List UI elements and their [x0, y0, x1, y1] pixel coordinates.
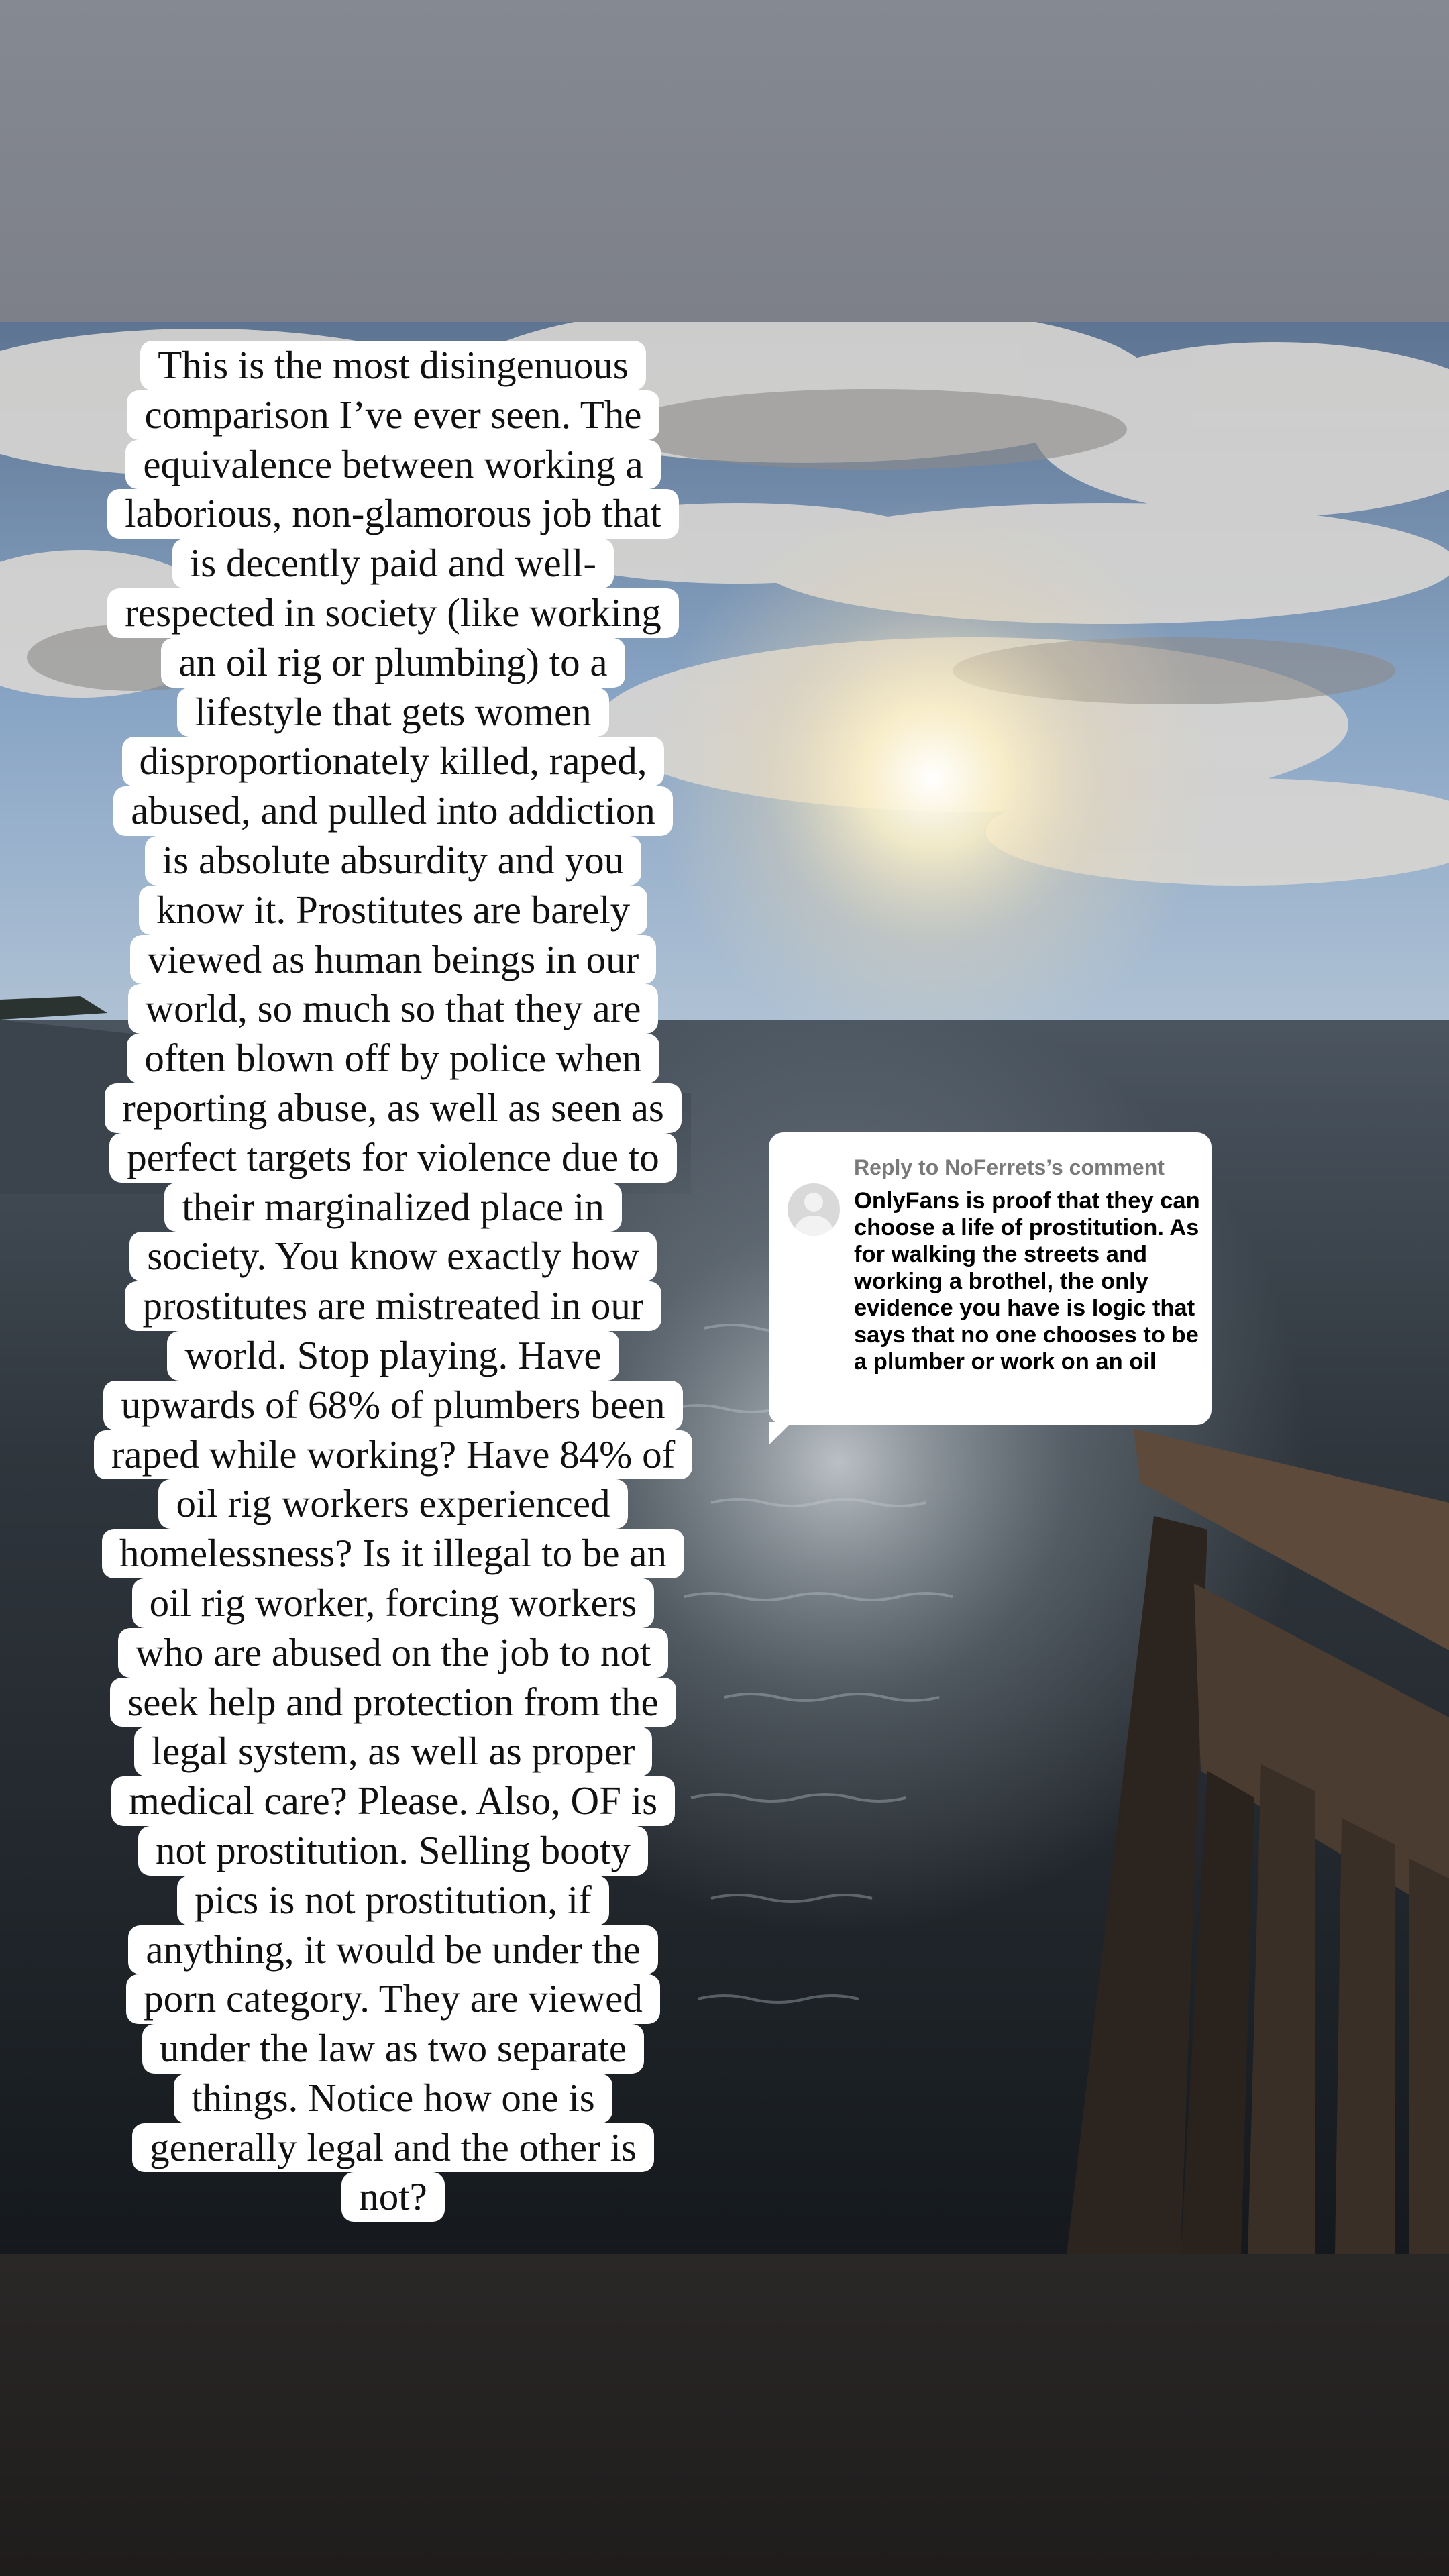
caption-line: [89, 1034, 697, 1083]
caption-line: [89, 341, 697, 390]
caption-line-text: an oil rig or plumbing) to a: [161, 638, 625, 688]
caption-line-text: prostitutes are mistreated in our: [125, 1281, 661, 1331]
caption-line-text: pics is not prostitution, if: [177, 1876, 609, 1925]
caption-line: [89, 1876, 697, 1925]
caption-line-text: laborious, non-glamorous job that: [107, 489, 679, 539]
caption-line-text: viewed as human beings in our: [130, 935, 656, 985]
caption-line-text: comparison I’ve ever seen. The: [127, 390, 659, 440]
story-text-overlay: [89, 341, 697, 2222]
default-avatar-icon: [788, 1183, 840, 1236]
caption-line-text: This is the most disingenuous: [140, 341, 645, 390]
reply-header: Reply to NoFerrets’s comment: [854, 1155, 1165, 1179]
caption-line: [89, 1281, 697, 1331]
reply-comment-text: OnlyFans is proof that they can choose a life of prostitution. As for walking the streets and working a brothel, the only evidence you have is logic that says that no one chooses to be a plumber or work on an oil: [854, 1188, 1200, 1375]
caption-line: [89, 638, 697, 688]
caption-line-text: know it. Prostitutes are barely: [139, 885, 647, 935]
caption-line: [89, 1430, 697, 1480]
caption-line: [89, 1578, 697, 1628]
caption-line: [89, 885, 697, 935]
caption-line-text: porn category. They are viewed: [126, 1974, 660, 2024]
caption-line: [89, 1925, 697, 1975]
caption-line: [89, 984, 697, 1034]
caption-line: [89, 2074, 697, 2123]
caption-line: [89, 390, 697, 440]
caption-line: [89, 1727, 697, 1776]
caption-line: [89, 440, 697, 490]
caption-line-text: not?: [341, 2172, 445, 2222]
caption-line-text: their marginalized place in: [164, 1183, 622, 1232]
caption-line: [89, 1083, 697, 1133]
caption-line-text: oil rig worker, forcing workers: [132, 1578, 655, 1628]
caption-line-text: disproportionately killed, raped,: [122, 737, 665, 786]
caption-line: [89, 539, 697, 588]
caption-line: [89, 2123, 697, 2173]
caption-line: [89, 1628, 697, 1678]
bottom-letterbox: [0, 2254, 1449, 2576]
caption-line-text: respected in society (like working: [107, 588, 679, 638]
caption-line: [89, 688, 697, 737]
caption-line-text: upwards of 68% of plumbers been: [103, 1381, 682, 1430]
caption-line: [89, 1232, 697, 1281]
caption-line-text: abused, and pulled into addiction: [113, 786, 673, 836]
caption-line: [89, 1381, 697, 1430]
top-letterbox: [0, 0, 1449, 322]
caption-line-text: medical care? Please. Also, OF is: [111, 1776, 675, 1826]
caption-line: [89, 1678, 697, 1727]
caption-line: [89, 2172, 697, 2222]
caption-line-text: raped while working? Have 84% of: [94, 1430, 692, 1480]
caption-line: [89, 1776, 697, 1826]
reply-card-tail: [769, 1422, 792, 1445]
reply-to-comment-sticker[interactable]: [769, 1132, 1212, 1425]
caption-line-text: equivalence between working a: [125, 440, 660, 490]
caption-line: [89, 935, 697, 985]
caption-line-text: world. Stop playing. Have: [167, 1331, 619, 1381]
caption-line: [89, 1479, 697, 1529]
caption-line: [89, 1133, 697, 1183]
caption-line: [89, 588, 697, 638]
caption-line: [89, 786, 697, 836]
caption-line-text: generally legal and the other is: [132, 2123, 654, 2173]
caption-line-text: who are abused on the job to not: [118, 1628, 668, 1678]
caption-line-text: is decently paid and well-: [172, 539, 614, 588]
caption-line-text: lifestyle that gets women: [177, 688, 609, 737]
caption-line-text: perfect targets for violence due to: [109, 1133, 676, 1183]
caption-line: [89, 1183, 697, 1232]
caption-line: [89, 1826, 697, 1876]
caption-line-text: often blown off by police when: [127, 1034, 659, 1083]
caption-line: [89, 1974, 697, 2024]
caption-line-text: not prostitution. Selling booty: [138, 1826, 648, 1876]
caption-line-text: homelessness? Is it illegal to be an: [102, 1529, 684, 1578]
caption-line-text: world, so much so that they are: [128, 984, 659, 1034]
caption-line-text: reporting abuse, as well as seen as: [105, 1083, 682, 1133]
caption-line: [89, 737, 697, 786]
caption-line-text: things. Notice how one is: [174, 2074, 612, 2123]
caption-line: [89, 2024, 697, 2074]
caption-line-text: oil rig workers experienced: [158, 1479, 627, 1529]
caption-line-text: under the law as two separate: [142, 2024, 644, 2074]
caption-line-text: legal system, as well as proper: [134, 1727, 653, 1776]
caption-line-text: seek help and protection from the: [110, 1678, 676, 1727]
caption-line-text: society. You know exactly how: [129, 1232, 657, 1281]
caption-line-text: is absolute absurdity and you: [145, 836, 641, 885]
caption-line: [89, 489, 697, 539]
caption-line: [89, 1331, 697, 1381]
caption-line: [89, 836, 697, 885]
caption-line-text: anything, it would be under the: [128, 1925, 657, 1975]
caption-line: [89, 1529, 697, 1578]
